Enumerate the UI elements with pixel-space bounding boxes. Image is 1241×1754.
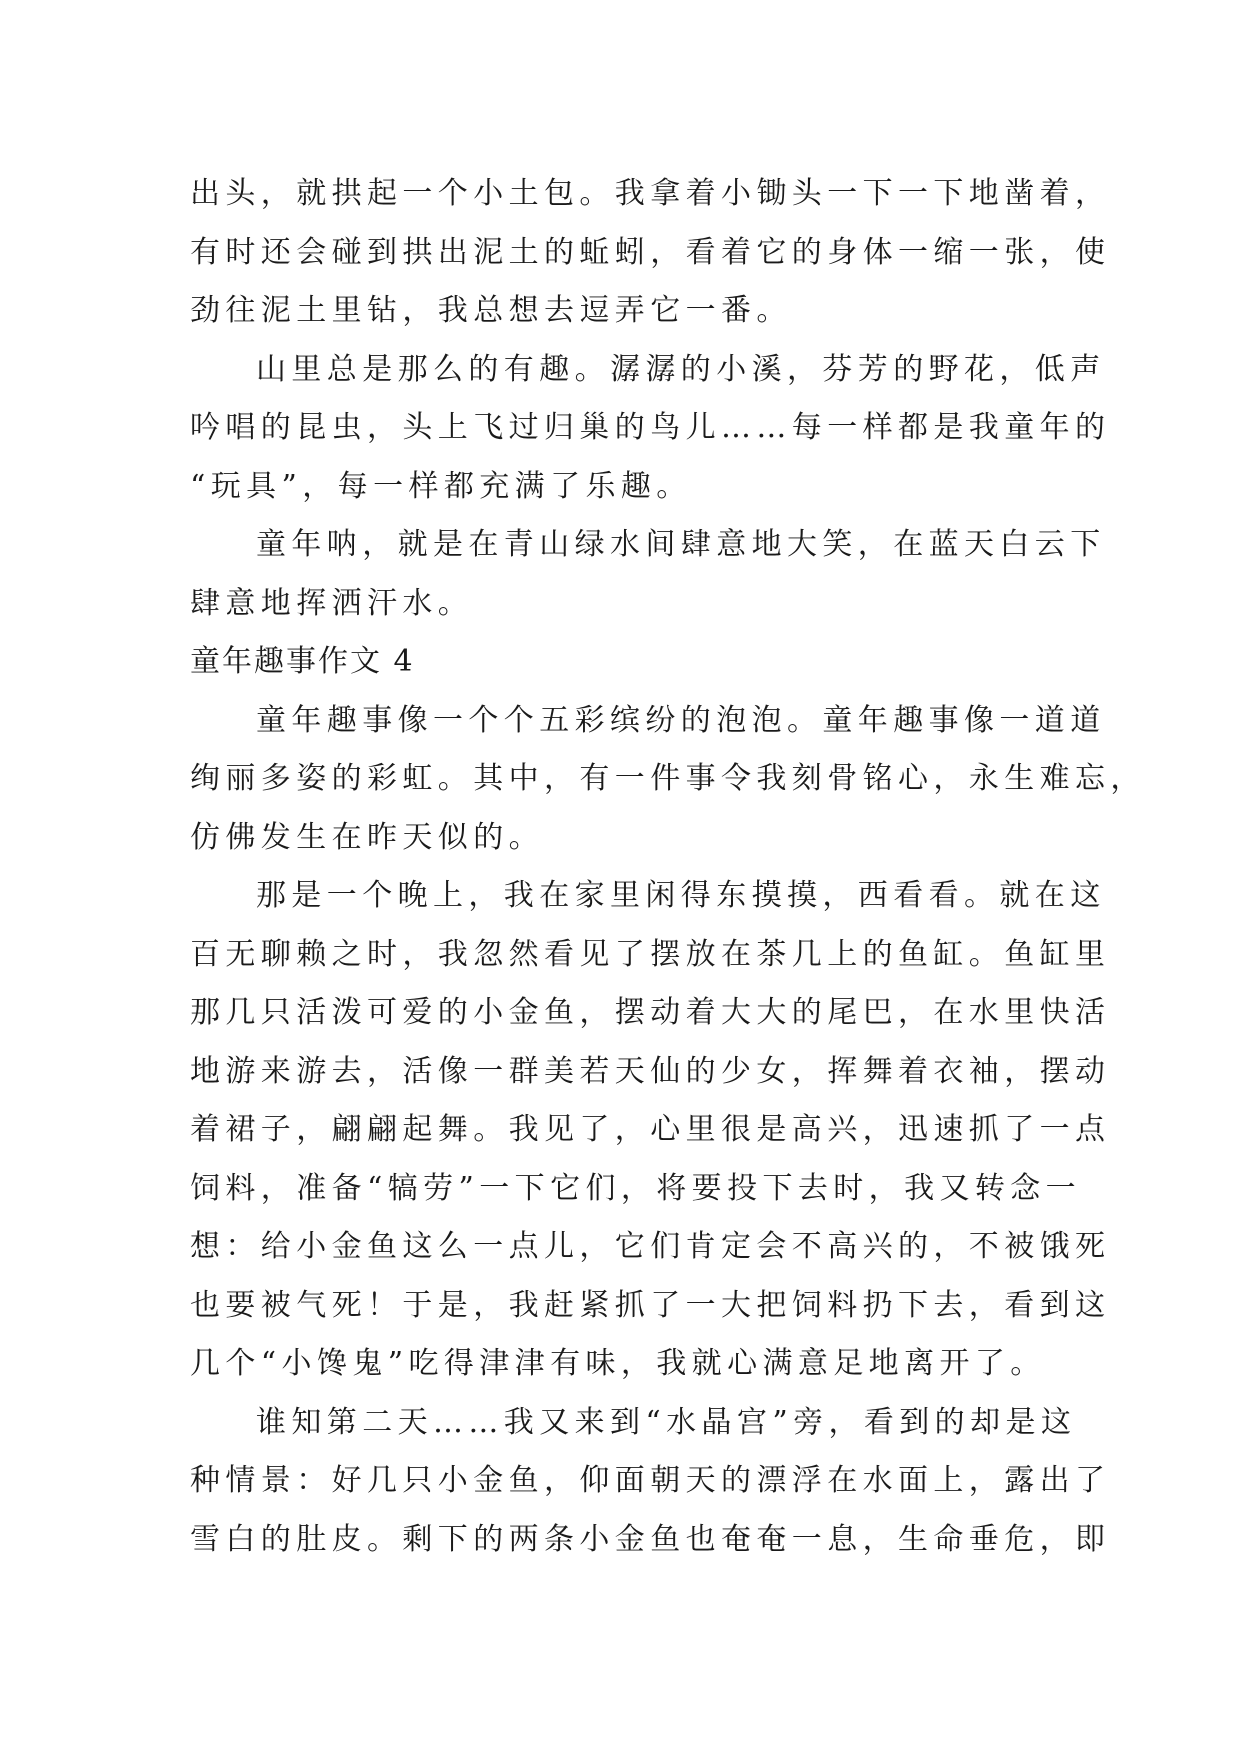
text-line: 劲往泥土里钻，我总想去逗弄它一番。 [190,293,792,328]
paragraph-first-line: 童年呐，就是在青山绿水间肆意地大笑，在蓝天白云下 [256,527,1106,562]
text-line: 几个“小馋鬼”吃得津津有味，我就心满意足地离开了。 [190,1346,1046,1381]
paragraph-first-line: 童年趣事像一个个五彩缤纷的泡泡。童年趣事像一道道 [256,702,1106,738]
text-line: 绚丽多姿的彩虹。其中，有一件事令我刻骨铭心，永生难忘， [190,761,1146,796]
paragraph-first-line: 那是一个晚上，我在家里闲得东摸摸，西看看。就在这 [256,878,1106,913]
text-line: 有时还会碰到拱出泥土的蚯蚓，看着它的身体一缩一张，使 [190,234,1111,270]
text-line: 也要被气死！于是，我赶紧抓了一大把饲料扔下去，看到这 [190,1287,1111,1323]
text-line: 仿佛发生在昨天似的。 [190,819,544,855]
text-line: 雪白的肚皮。剩下的两条小金鱼也奄奄一息，生命垂危，即 [190,1521,1111,1557]
text-line: 吟唱的昆虫，头上飞过归巢的鸟儿……每一样都是我童年的 [190,410,1111,445]
text-line: 想：给小金鱼这么一点儿，它们肯定会不高兴的，不被饿死 [190,1229,1111,1264]
text-line: “玩具”，每一样都充满了乐趣。 [190,468,692,504]
text-line: 肆意地挥洒汗水。 [190,585,474,621]
document-page [190,165,1146,1569]
paragraph-first-line: 山里总是那么的有趣。潺潺的小溪，芬芳的野花，低声 [256,351,1106,387]
section-heading: 童年趣事作文 4 [190,644,415,679]
text-line: 百无聊赖之时，我忽然看见了摆放在茶几上的鱼缸。鱼缸里 [190,936,1111,972]
text-line: 那几只活泼可爱的小金鱼，摆动着大大的尾巴，在水里快活 [190,995,1111,1030]
text-line: 种情景：好几只小金鱼，仰面朝天的漂浮在水面上，露出了 [190,1463,1111,1498]
text-line: 着裙子，翩翩起舞。我见了，心里很是高兴，迅速抓了一点 [190,1112,1111,1147]
text-line: 出头，就拱起一个小土包。我拿着小锄头一下一下地凿着， [190,176,1111,211]
text-line: 饲料，准备“犒劳”一下它们，将要投下去时，我又转念一 [190,1170,1082,1206]
text-line: 地游来游去，活像一群美若天仙的少女，挥舞着衣袖，摆动 [190,1053,1111,1089]
paragraph-first-line: 谁知第二天……我又来到“水晶宫”旁，看到的却是这 [256,1404,1077,1440]
